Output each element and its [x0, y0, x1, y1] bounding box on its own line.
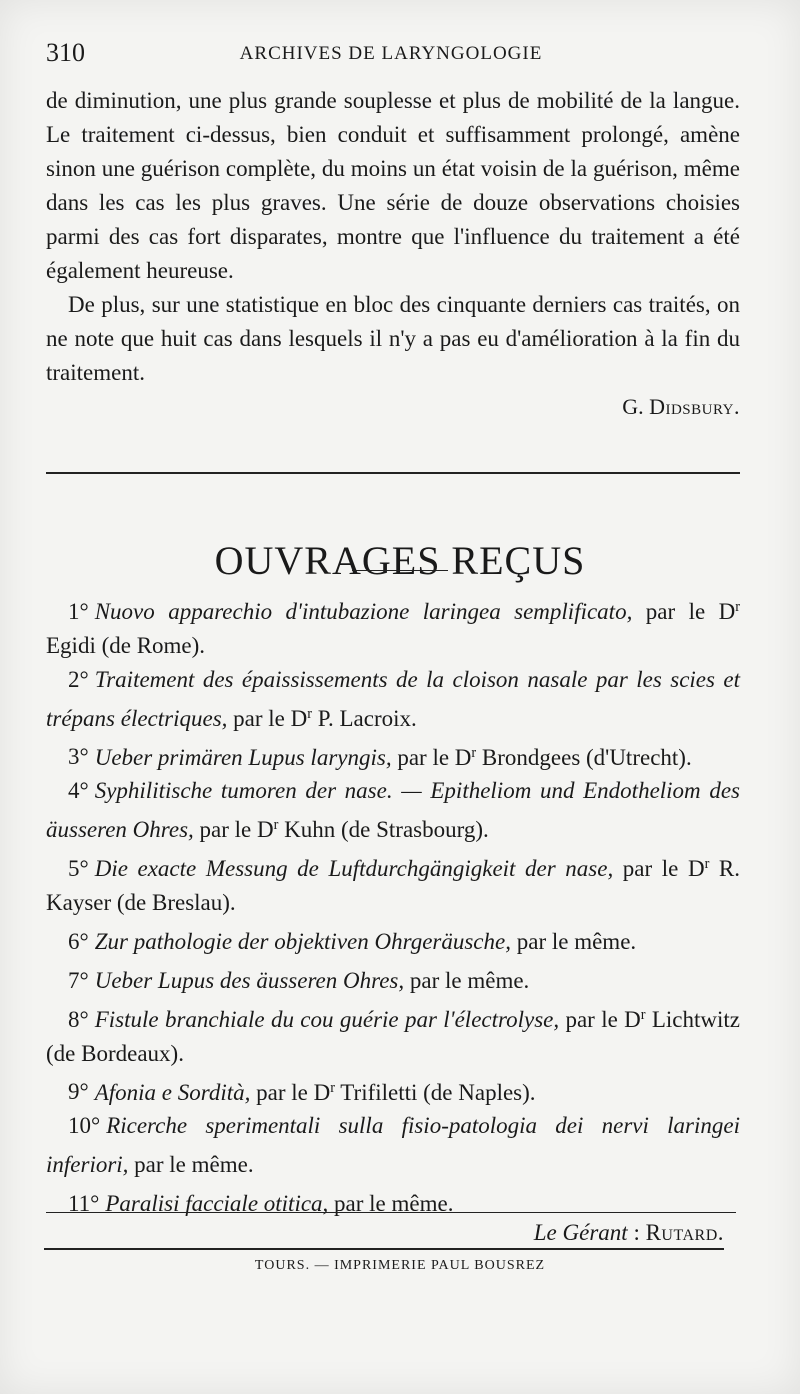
imprint: TOURS. — IMPRIMERIE PAUL BOUSREZ	[254, 1258, 546, 1273]
item-title: Nuovo apparechio d'intubazione laringea semplificato,	[94, 598, 633, 624]
item-superscript: r	[704, 856, 710, 873]
item-number: 3°	[68, 744, 89, 770]
item-title: Syphilitische tumoren der nase. — Epitheliom und Endotheliom des äusseren Ohres,	[46, 778, 740, 843]
item-superscript: r	[273, 817, 279, 834]
gerant-colon: :	[627, 1220, 646, 1245]
item-author: Kuhn (de Strasbourg).	[278, 817, 489, 843]
item-superscript: r	[471, 744, 477, 761]
item-title: Ueber primären Lupus laryngis,	[94, 744, 392, 770]
item-number: 7°	[68, 967, 89, 993]
item-number: 10°	[68, 1113, 101, 1139]
item-author-prefix: par le D	[559, 1006, 641, 1032]
item-title: Die exacte Messung de Luftdurchgängigkeit der nase,	[94, 856, 614, 882]
item-number: 8°	[68, 1006, 89, 1032]
article-body	[46, 84, 740, 424]
item-author-prefix: par le D	[632, 598, 736, 624]
gerant-name: Rutard.	[645, 1220, 724, 1245]
item-superscript: r	[330, 1079, 335, 1096]
page-number: 310	[46, 38, 85, 67]
item-author-prefix: par le même.	[128, 1152, 254, 1178]
received-works-list	[46, 590, 740, 1221]
running-title: ARCHIVES DE LARYNGOLOGIE	[239, 43, 543, 64]
item-title: Ricerche sperimentali sulla fisio-patologia dei nervi laringei inferiori,	[46, 1113, 740, 1178]
item-superscript: r	[640, 1006, 646, 1023]
item-author: Egidi (de Rome).	[46, 632, 206, 658]
article-paragraph: De plus, sur une statistique en bloc des cinquante derniers cas traités, on ne note que huit cas dans lesquels il n'y a pas eu d'amélioration à la fin du traitement.	[46, 292, 740, 385]
item-author-prefix: par le D	[193, 817, 274, 843]
item-author: Brondgees (d'Utrecht).	[476, 744, 692, 770]
list-item	[46, 1071, 740, 1110]
item-author-prefix: par le même.	[404, 967, 530, 993]
item-author-prefix: par le D	[613, 856, 705, 882]
list-item	[46, 590, 740, 663]
item-title: Paralisi facciale otitica,	[105, 1191, 329, 1217]
list-item	[46, 736, 740, 775]
item-title: Afonia e Sordità,	[94, 1079, 251, 1105]
list-item	[46, 1109, 740, 1182]
item-title: Zur pathologie der objektiven Ohrgeräusche,	[94, 928, 511, 954]
list-item	[46, 663, 740, 736]
gerant-label: Le Gérant	[533, 1220, 628, 1245]
title-underline	[352, 570, 448, 571]
item-author-prefix: par le D	[227, 705, 308, 731]
item-number: 1°	[68, 598, 89, 624]
list-item	[46, 1182, 740, 1221]
item-author: R. Kayser (de Breslau).	[46, 856, 740, 916]
signature	[46, 390, 740, 424]
list-item	[46, 847, 740, 920]
item-author-prefix: par le D	[250, 1079, 331, 1105]
item-number: 6°	[68, 928, 89, 954]
section-divider	[46, 472, 740, 474]
list-item	[46, 998, 740, 1071]
signature-initial: G.	[622, 394, 644, 419]
item-author-prefix: par le même.	[328, 1191, 454, 1217]
item-superscript: r	[307, 705, 312, 722]
footer-divider	[46, 1212, 736, 1213]
item-author-prefix: par le même.	[510, 928, 637, 954]
imprint-rule	[44, 1248, 724, 1250]
item-author: Lichtwitz (de Bordeaux).	[46, 1006, 741, 1066]
item-author-prefix: par le D	[391, 744, 472, 770]
list-item	[46, 774, 740, 847]
gerant-line	[534, 1220, 724, 1246]
item-number: 2°	[68, 666, 89, 692]
item-number: 11°	[68, 1191, 100, 1217]
item-number: 9°	[68, 1079, 89, 1105]
list-item	[46, 959, 740, 998]
item-author: P. Lacroix.	[311, 705, 417, 731]
item-title: Fistule branchiale du cou guérie par l'électrolyse,	[94, 1006, 560, 1032]
section-title: OUVRAGES REÇUS	[214, 537, 586, 583]
item-number: 5°	[68, 856, 89, 882]
item-title: Ueber Lupus des äusseren Ohres,	[94, 967, 405, 993]
item-superscript: r	[735, 599, 741, 615]
item-number: 4°	[68, 778, 89, 804]
signature-name: Didsbury.	[649, 394, 740, 419]
item-title: Traitement des épaississements de la cloison nasale par les scies et trépans électriques,	[46, 666, 740, 731]
page-header	[46, 38, 736, 70]
list-item	[46, 920, 740, 959]
article-paragraph: de diminution, une plus grande souplesse et plus de mobilité de la langue. Le traitement ci-dessus, bien conduit et suffisamment prolongé, amène sinon une guérison complète, du moins un état voisin de la guérison, même dans les cas les plus graves. Une série de douze observations choisies parmi des cas fort disparates, montre que l'influence du traitement a été également heureuse.	[46, 88, 740, 283]
item-author: Trifiletti (de Naples).	[334, 1079, 536, 1105]
